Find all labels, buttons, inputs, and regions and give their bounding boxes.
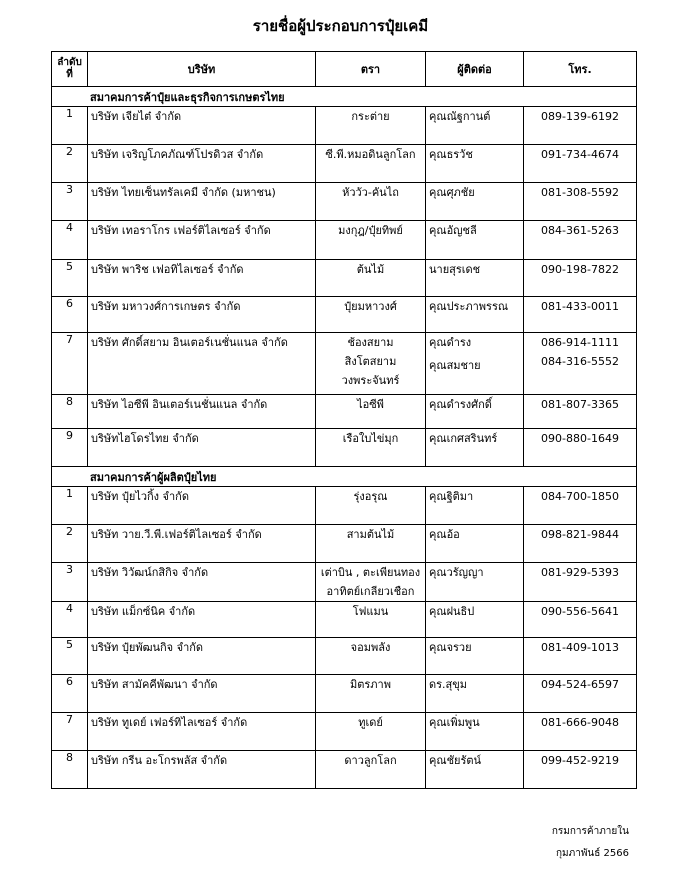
brand-cell (316, 675, 426, 713)
header-contact: ผู้ติดต่อ (426, 52, 524, 87)
footer-date: กุมภาพันธ์ 2566 (555, 848, 629, 859)
brand-name: เต่าบิน , ตะเพียนทอง (320, 566, 421, 579)
page-title: รายชื่อผู้ประกอบการปุ๋ยเคมี (252, 17, 429, 35)
brand-cell (316, 563, 426, 602)
contact-name: คุณณัฐกานต์ (429, 110, 491, 123)
brand-cell (316, 602, 426, 638)
phone-number: 091-734-4674 (541, 148, 619, 161)
table-row (52, 183, 637, 221)
table-row (52, 395, 637, 429)
contact-name: นายสุรเดช (429, 263, 481, 276)
table-row (52, 429, 637, 467)
contact-cell (426, 563, 524, 602)
contact-name: คุณเกศสรินทร์ (429, 432, 498, 445)
brand-name: อาทิตย์เกลียวเชือก (326, 585, 415, 598)
section-title: สมาคมการค้าผู้ผลิตปุ๋ยไทย (52, 467, 637, 487)
header-phone: โทร. (524, 52, 637, 87)
brand-name: สิงโตสยาม (344, 355, 397, 368)
phone-number: 084-361-5263 (541, 224, 619, 237)
phone-cell (524, 751, 637, 789)
phone-number: 090-880-1649 (541, 432, 619, 445)
contact-cell (426, 525, 524, 563)
table-row (52, 297, 637, 333)
brand-name: มงกุฎ/ปุ๋ยทิพย์ (338, 224, 403, 237)
table-row (52, 563, 637, 602)
row-number: 9 (52, 429, 88, 467)
contact-name: คุณสมชาย (429, 359, 481, 372)
phone-cell (524, 429, 637, 467)
section-title: สมาคมการค้าปุ๋ยและธุรกิจการเกษตรไทย (52, 87, 637, 107)
contact-name: คุณศุภชัย (429, 186, 475, 199)
phone-cell (524, 260, 637, 297)
brand-cell (316, 429, 426, 467)
brand-name: กระต่าย (351, 110, 390, 123)
phone-cell (524, 563, 637, 602)
contact-name: คุณประภาพรรณ (429, 300, 509, 313)
brand-cell (316, 487, 426, 525)
footer-department: กรมการค้าภายใน (551, 826, 629, 837)
phone-number: 084-700-1850 (541, 490, 619, 503)
phone-number: 090-556-5641 (541, 605, 619, 618)
brand-cell (316, 713, 426, 751)
brand-cell (316, 638, 426, 675)
brand-name: ต้นไม้ (356, 263, 385, 276)
phone-number: 081-666-9048 (541, 716, 619, 729)
phone-number: 099-452-9219 (541, 754, 619, 767)
table-header-row (52, 52, 637, 87)
table-row (52, 221, 637, 260)
row-number: 7 (52, 333, 88, 395)
brand-name: จอมพลัง (350, 641, 391, 654)
phone-cell (524, 487, 637, 525)
header-seq-line2: ที่ (66, 69, 73, 80)
company-name: บริษัท ไอซีพี อินเตอร์เนชั่นแนล จำกัด (88, 395, 316, 429)
company-name: บริษัท แม็กซ์นิค จำกัด (88, 602, 316, 638)
row-number: 5 (52, 638, 88, 675)
section-row (52, 467, 637, 487)
contact-cell (426, 183, 524, 221)
brand-cell (316, 751, 426, 789)
brand-name: ปุ๋ยมหาวงศ์ (344, 300, 397, 313)
phone-number: 098-821-9844 (541, 528, 619, 541)
contact-cell (426, 297, 524, 333)
table-row (52, 675, 637, 713)
phone-cell (524, 107, 637, 145)
brand-cell (316, 221, 426, 260)
company-name: บริษัท มหาวงศ์การเกษตร จำกัด (88, 297, 316, 333)
company-name: บริษัท วาย.วี.พี.เฟอร์ติไลเซอร์ จำกัด (88, 525, 316, 563)
table-row (52, 487, 637, 525)
contact-cell (426, 145, 524, 183)
row-number: 5 (52, 260, 88, 297)
contact-cell (426, 751, 524, 789)
contact-name: คุณวรัญญา (429, 566, 484, 579)
table-row (52, 145, 637, 183)
phone-number: 086-914-1111 (541, 336, 619, 349)
header-seq-line1: ลำดับ (57, 57, 82, 68)
brand-cell (316, 297, 426, 333)
brand-cell (316, 183, 426, 221)
row-number: 1 (52, 487, 88, 525)
phone-cell (524, 638, 637, 675)
brand-cell (316, 260, 426, 297)
brand-name: ไอซีพี (357, 398, 384, 411)
phone-number: 089-139-6192 (541, 110, 619, 123)
row-number: 2 (52, 525, 88, 563)
phone-number: 094-524-6597 (541, 678, 619, 691)
company-name: บริษัท เจริญโภคภัณฑ์โปรดิวส จำกัด (88, 145, 316, 183)
contact-cell (426, 713, 524, 751)
phone-cell (524, 183, 637, 221)
company-name: บริษัทไฮโดรไทย จำกัด (88, 429, 316, 467)
company-name: บริษัท ปุ๋ยพัฒนกิจ จำกัด (88, 638, 316, 675)
row-number: 4 (52, 602, 88, 638)
brand-name: ซี.พี.หมอดินลูกโลก (325, 148, 416, 161)
contact-cell (426, 221, 524, 260)
brand-name: ดาวลูกโลก (344, 754, 397, 767)
row-number: 1 (52, 107, 88, 145)
table-row (52, 751, 637, 789)
company-name: บริษัท ปุ๋ยไวกิ้ง จำกัด (88, 487, 316, 525)
company-name: บริษัท เทอราโกร เฟอร์ติไลเซอร์ จำกัด (88, 221, 316, 260)
contact-cell (426, 107, 524, 145)
contact-name: คุณธรวัช (429, 148, 473, 161)
table-row (52, 333, 637, 395)
phone-number: 081-308-5592 (541, 186, 619, 199)
contact-name: คุณชัยรัตน์ (429, 754, 482, 767)
company-name: บริษัท ศักดิ์สยาม อินเตอร์เนชั่นแนล จำกัด (88, 333, 316, 395)
phone-cell (524, 395, 637, 429)
header-seq (52, 52, 88, 87)
company-name: บริษัท ทูเดย์ เฟอร์ทิไลเซอร์ จำกัด (88, 713, 316, 751)
phone-number: 081-409-1013 (541, 641, 619, 654)
brand-cell (316, 333, 426, 395)
company-name: บริษัท เจียไต๋ จำกัด (88, 107, 316, 145)
company-name: บริษัท สามัคคีพัฒนา จำกัด (88, 675, 316, 713)
brand-cell (316, 145, 426, 183)
contact-name: คุณดำรง (429, 336, 472, 349)
header-company: บริษัท (88, 52, 316, 87)
phone-cell (524, 525, 637, 563)
phone-number: 081-929-5393 (541, 566, 619, 579)
phone-number: 084-316-5552 (541, 355, 619, 368)
header-brand: ตรา (316, 52, 426, 87)
phone-cell (524, 145, 637, 183)
contact-name: คุณเพิ่มพูน (429, 716, 480, 729)
contact-cell (426, 675, 524, 713)
company-name: บริษัท พาริช เฟอทิไลเซอร์ จำกัด (88, 260, 316, 297)
contact-cell (426, 395, 524, 429)
row-number: 3 (52, 183, 88, 221)
row-number: 4 (52, 221, 88, 260)
phone-number: 090-198-7822 (541, 263, 619, 276)
brand-name: รุ่งอรุณ (353, 490, 388, 503)
contact-cell (426, 638, 524, 675)
contact-name: คุณฐิติมา (429, 490, 474, 503)
section-row (52, 87, 637, 107)
phone-cell (524, 221, 637, 260)
contact-name: คุณอัญชลี (429, 224, 477, 237)
row-number: 3 (52, 563, 88, 602)
brand-name: สามต้นไม้ (346, 528, 395, 541)
row-number: 8 (52, 751, 88, 789)
brand-cell (316, 107, 426, 145)
contact-name: คุณฝนธิป (429, 605, 475, 618)
phone-number: 081-433-0011 (541, 300, 619, 313)
phone-cell (524, 713, 637, 751)
contact-name: คุณอ้อ (429, 528, 460, 541)
phone-cell (524, 297, 637, 333)
row-number: 2 (52, 145, 88, 183)
contact-cell (426, 602, 524, 638)
table-row (52, 525, 637, 563)
brand-name: วงพระจันทร์ (341, 374, 400, 387)
company-name: บริษัท ไทยเซ็นทรัลเคมี จำกัด (มหาชน) (88, 183, 316, 221)
brand-name: มิตรภาพ (350, 678, 391, 691)
phone-cell (524, 333, 637, 395)
row-number: 6 (52, 297, 88, 333)
table-row (52, 713, 637, 751)
brand-name: โฟแมน (352, 605, 389, 618)
brand-cell (316, 525, 426, 563)
phone-cell (524, 602, 637, 638)
table-row (52, 107, 637, 145)
company-name: บริษัท วิวัฒน์กสิกิจ จำกัด (88, 563, 316, 602)
contact-name: ดร.สุขุม (429, 678, 468, 691)
row-number: 8 (52, 395, 88, 429)
supplier-table (51, 51, 637, 789)
contact-name: คุณจรวย (429, 641, 472, 654)
contact-cell (426, 429, 524, 467)
contact-cell (426, 333, 524, 395)
company-name: บริษัท กรีน อะโกรพลัส จำกัด (88, 751, 316, 789)
brand-cell (316, 395, 426, 429)
row-number: 6 (52, 675, 88, 713)
brand-name: หัววัว-คันไถ (342, 186, 399, 199)
contact-name: คุณดำรงศักดิ์ (429, 398, 492, 411)
table-row (52, 260, 637, 297)
brand-name: เรือใบไข่มุก (342, 432, 399, 445)
contact-cell (426, 487, 524, 525)
contact-cell (426, 260, 524, 297)
table-row (52, 602, 637, 638)
brand-name: ช้องสยาม (347, 336, 394, 349)
table-body (52, 87, 637, 789)
phone-number: 081-807-3365 (541, 398, 619, 411)
brand-name: ทูเดย์ (358, 716, 383, 729)
phone-cell (524, 675, 637, 713)
row-number: 7 (52, 713, 88, 751)
table-row (52, 638, 637, 675)
